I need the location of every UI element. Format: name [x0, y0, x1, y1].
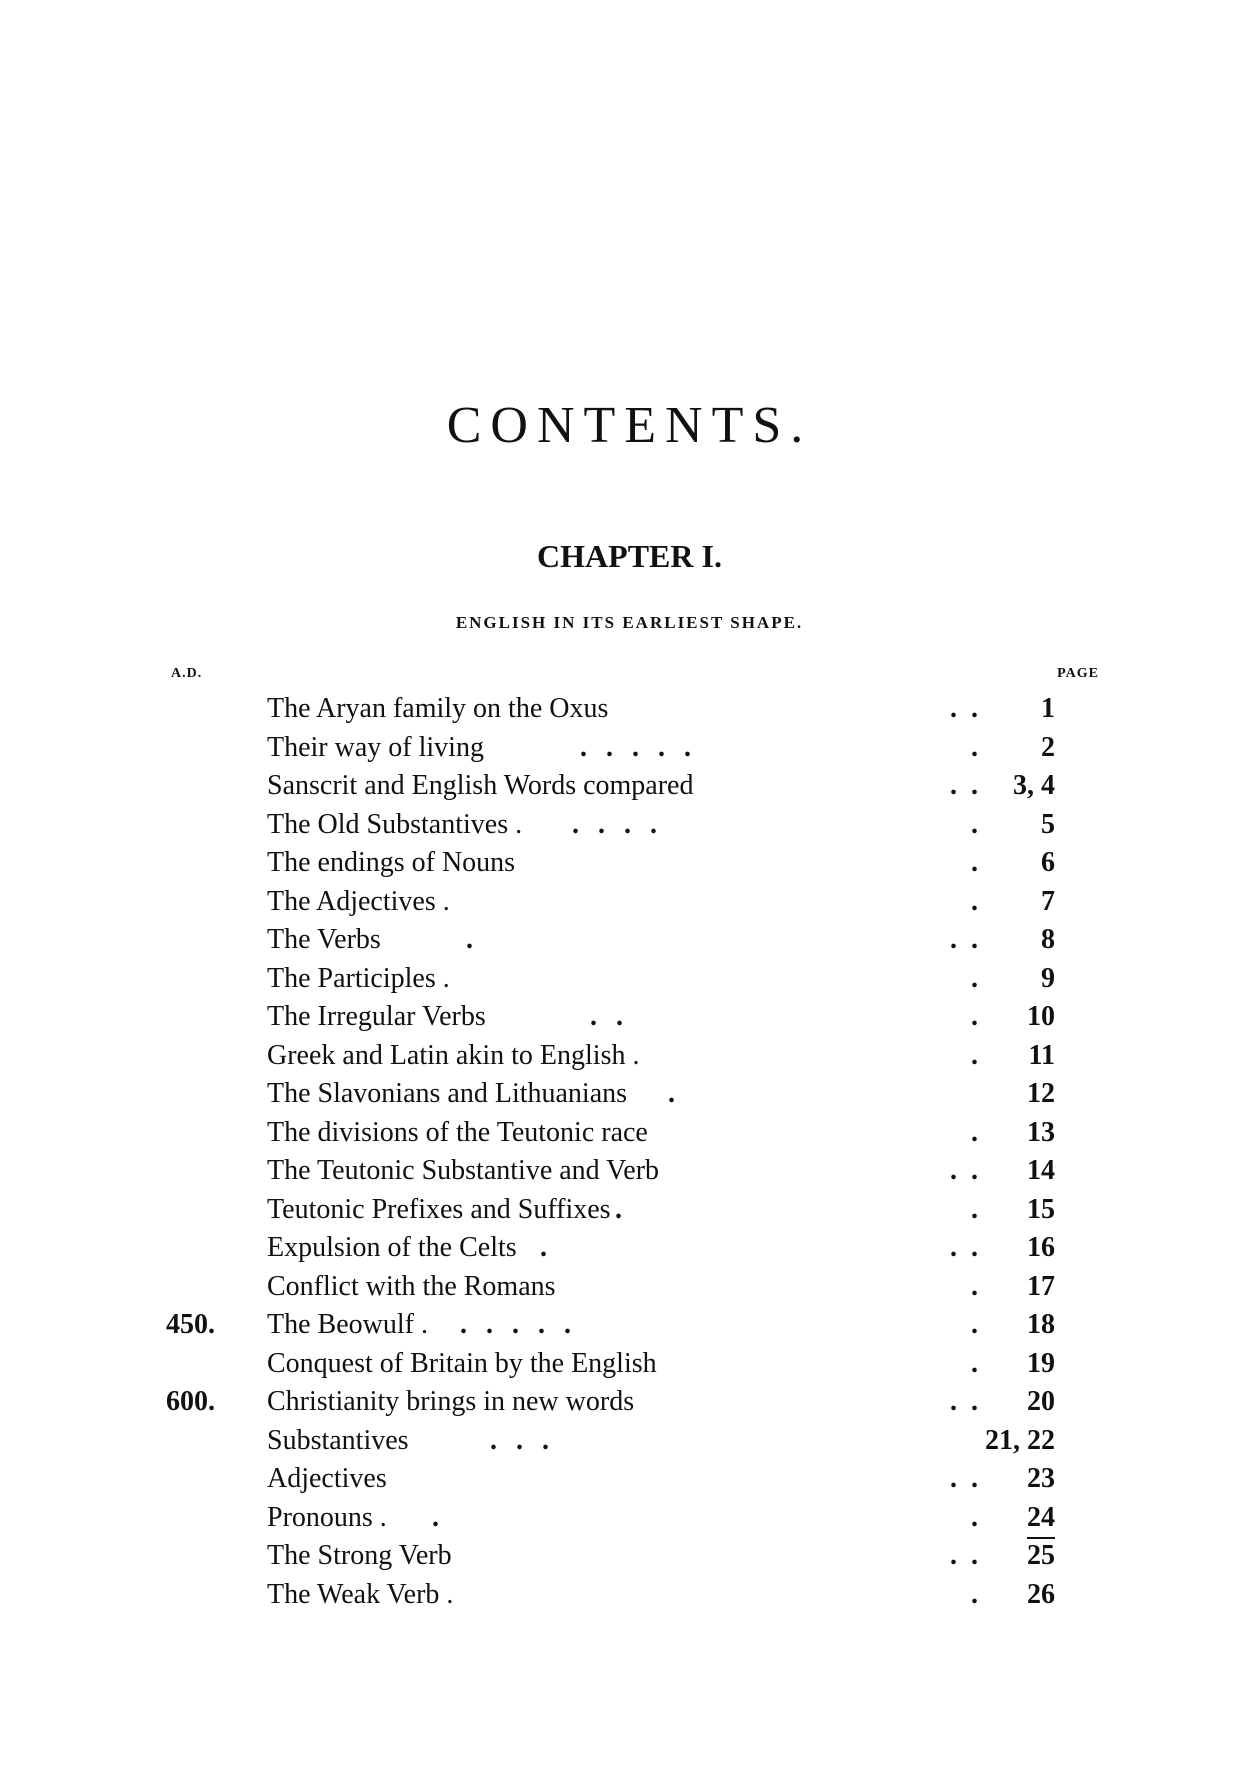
toc-page-dots: .	[971, 1309, 992, 1340]
toc-entry-title: Substantives	[267, 1424, 409, 1456]
toc-leader-dots: .	[432, 1501, 445, 1533]
toc-entry-page: 14	[1027, 1155, 1055, 1186]
toc-entry-title: The Irregular Verbs	[267, 1001, 486, 1032]
toc-entry-date: 600.	[166, 1386, 215, 1417]
toc-entry-title: The Participles .	[267, 962, 450, 994]
toc-entry-page: 2	[1041, 731, 1055, 763]
toc-entry-title: Conquest of Britain by the English	[267, 1347, 657, 1379]
toc-entry	[150, 729, 1100, 768]
toc-entry-page: 19	[1027, 1347, 1055, 1379]
toc-entry	[150, 690, 1100, 729]
toc-entry-title: The Beowulf .	[267, 1309, 428, 1340]
chapter-subtitle: ENGLISH IN ITS EARLIEST SHAPE.	[455, 613, 804, 632]
toc-entry	[150, 844, 1100, 883]
toc-entry-page: 26	[1027, 1578, 1055, 1610]
toc-page-dots: .	[971, 885, 992, 917]
toc-entry	[150, 1268, 1100, 1307]
page-column-label: PAGE	[1057, 666, 1099, 681]
toc-entry-title: The Strong Verb	[267, 1540, 452, 1571]
toc-page-dots: ..	[950, 1463, 992, 1494]
toc-entry-title: Pronouns .	[267, 1501, 387, 1533]
toc-entry	[150, 1075, 1100, 1114]
toc-page-dots: .	[971, 1039, 992, 1071]
toc-page-dots: .	[971, 1270, 992, 1302]
toc-page-dots: .	[971, 808, 992, 840]
toc-entry-page: 21, 22	[985, 1424, 1055, 1456]
toc-entry-title: The Old Substantives .	[267, 808, 523, 840]
toc-entry	[150, 1383, 1100, 1422]
toc-page-dots: .	[971, 962, 992, 994]
toc-leader-dots: . . . . .	[580, 731, 697, 763]
toc-entry-page: 15	[1027, 1193, 1055, 1225]
toc-page-dots: .	[971, 1193, 992, 1225]
toc-entry-date: 450.	[166, 1309, 215, 1340]
toc-page-dots: ..	[950, 1386, 992, 1417]
toc-leader-dots: . .	[590, 1001, 629, 1032]
page-title: CONTENTS.	[446, 397, 813, 454]
toc-leader-dots: . . .	[490, 1424, 555, 1456]
toc-leader-dots: .	[615, 1193, 628, 1225]
toc-entry-page: 24	[1027, 1499, 1055, 1540]
toc-entry	[150, 998, 1100, 1037]
toc-page-dots: ..	[950, 1155, 992, 1186]
toc-page-dots: .	[971, 1578, 992, 1610]
toc-entry	[150, 1229, 1100, 1268]
toc-page-dots: .	[971, 1501, 992, 1533]
toc-entry-page: 6	[1041, 847, 1055, 878]
toc-entry-page: 3, 4	[1013, 770, 1055, 801]
date-column-label: A.D.	[171, 666, 203, 681]
toc-entry-title: Conflict with the Romans	[267, 1270, 556, 1302]
toc-entry-title: Expulsion of the Celts	[267, 1232, 517, 1263]
toc-page-dots: ..	[950, 770, 992, 801]
toc-entry-page: 12	[1027, 1078, 1055, 1109]
toc-entry	[150, 767, 1100, 806]
toc-entry-page: 8	[1041, 924, 1055, 955]
toc-entry-title: The endings of Nouns	[267, 847, 516, 878]
toc-entry-page: 25	[1027, 1540, 1055, 1571]
toc-page-dots: .	[971, 1347, 992, 1379]
toc-entry-page: 1	[1041, 693, 1055, 724]
toc-entry	[150, 1306, 1100, 1345]
toc-entry-page: 13	[1027, 1116, 1055, 1148]
toc-leader-dots: .	[668, 1078, 681, 1109]
toc-entry-title: The Aryan family on the Oxus	[267, 693, 609, 724]
toc-entry-page: 23	[1027, 1463, 1055, 1494]
toc-entry-page: 17	[1027, 1270, 1055, 1302]
toc-entry-page: 9	[1041, 962, 1055, 994]
toc-leader-dots: . . . . .	[460, 1309, 577, 1340]
toc-entry-page: 5	[1041, 808, 1055, 840]
toc-entry-page: 20	[1027, 1386, 1055, 1417]
toc-entry	[150, 1576, 1100, 1615]
toc-page-dots: ..	[950, 693, 992, 724]
toc-page-dots: .	[971, 847, 992, 878]
toc-entry	[150, 1460, 1100, 1499]
toc-entry-title: Adjectives	[267, 1463, 387, 1494]
toc-leader-dots: .	[466, 924, 479, 955]
toc-page-dots: ..	[950, 1232, 992, 1263]
toc-entry-page: 10	[1027, 1001, 1055, 1032]
toc-entry	[150, 1152, 1100, 1191]
toc-entry-title: The Teutonic Substantive and Verb	[267, 1155, 660, 1186]
toc-entry-title: Teutonic Prefixes and Suffixes	[267, 1193, 611, 1225]
toc-entry-page: 18	[1027, 1309, 1055, 1340]
toc-entry	[150, 1114, 1100, 1153]
toc-entry-title: The Slavonians and Lithuanians	[267, 1078, 628, 1109]
toc-entry-page: 7	[1041, 885, 1055, 917]
toc-entry-title: Their way of living	[267, 731, 484, 763]
toc-entry-page: 11	[1028, 1039, 1055, 1071]
toc-entry	[150, 1499, 1100, 1538]
toc-entry	[150, 1422, 1100, 1461]
toc-entry-title: The Weak Verb .	[267, 1578, 454, 1610]
chapter-heading: CHAPTER I.	[537, 538, 722, 574]
toc-entry	[150, 1537, 1100, 1576]
toc-entry-page: 16	[1027, 1232, 1055, 1263]
toc-entry-title: The Verbs	[267, 924, 381, 955]
toc-entry	[150, 883, 1100, 922]
toc-page-dots: ..	[950, 1540, 992, 1571]
toc-entry	[150, 1037, 1100, 1076]
toc-leader-dots: .	[540, 1232, 553, 1263]
toc-entry	[150, 960, 1100, 999]
toc-leader-dots: . . . .	[572, 808, 663, 840]
contents-list	[150, 690, 1100, 1614]
toc-entry	[150, 1345, 1100, 1384]
toc-page-dots: .	[971, 1116, 992, 1148]
toc-entry-title: Sanscrit and English Words compared	[267, 770, 694, 801]
toc-entry-title: The Adjectives .	[267, 885, 450, 917]
toc-entry	[150, 1191, 1100, 1230]
toc-entry-title: The divisions of the Teutonic race	[267, 1116, 648, 1148]
toc-entry	[150, 806, 1100, 845]
toc-page-dots: ..	[950, 924, 992, 955]
toc-entry-title: Greek and Latin akin to English .	[267, 1039, 640, 1071]
toc-entry	[150, 921, 1100, 960]
toc-page-dots: .	[971, 1001, 992, 1032]
toc-entry-title: Christianity brings in new words	[267, 1386, 635, 1417]
toc-page-dots: .	[971, 731, 992, 763]
